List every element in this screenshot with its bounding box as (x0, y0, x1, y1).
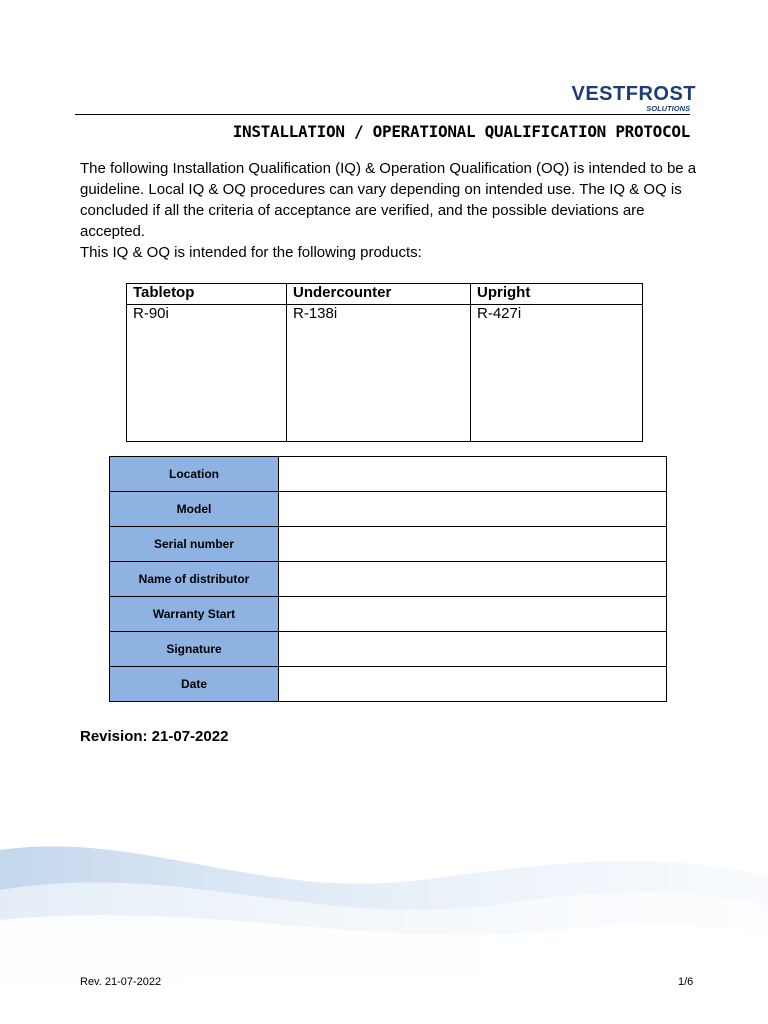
value-tabletop: R-90i (127, 305, 287, 442)
products-header-row (127, 284, 643, 305)
products-table (126, 283, 643, 442)
serial-number-field[interactable] (279, 527, 667, 562)
location-field[interactable] (279, 457, 667, 492)
logo-wordmark: VESTFROST (571, 83, 696, 105)
warranty-start-field[interactable] (279, 597, 667, 632)
table-row (110, 562, 667, 597)
header-rule (75, 114, 690, 115)
warranty-start-label: Warranty Start (110, 597, 279, 632)
model-label: Model (110, 492, 279, 527)
signature-field[interactable] (279, 632, 667, 667)
value-upright: R-427i (471, 305, 643, 442)
date-field[interactable] (279, 667, 667, 702)
date-label: Date (110, 667, 279, 702)
products-value-row (127, 305, 643, 442)
logo-subtext: SOLUTIONS (646, 104, 690, 113)
page-number: 1/6 (678, 976, 694, 988)
serial-number-label: Serial number (110, 527, 279, 562)
intro-text (80, 158, 705, 263)
header-upright: Upright (471, 284, 643, 305)
model-field[interactable] (279, 492, 667, 527)
signature-label: Signature (110, 632, 279, 667)
location-label: Location (110, 457, 279, 492)
installation-info-table (109, 456, 667, 702)
header-tabletop: Tabletop (127, 284, 287, 305)
table-row (110, 527, 667, 562)
decorative-wave (0, 820, 768, 980)
document-title: INSTALLATION / OPERATIONAL QUALIFICATION PROTOCOL (232, 122, 690, 141)
value-undercounter: R-138i (287, 305, 471, 442)
products-intro-line: This IQ & OQ is intended for the following products: (80, 244, 422, 261)
table-row (110, 667, 667, 702)
table-row (110, 492, 667, 527)
distributor-label: Name of distributor (110, 562, 279, 597)
table-row (110, 597, 667, 632)
vestfrost-logo (544, 84, 696, 113)
distributor-field[interactable] (279, 562, 667, 597)
table-row (110, 457, 667, 492)
header-undercounter: Undercounter (287, 284, 471, 305)
table-row (110, 632, 667, 667)
revision-text: Revision: 21-07-2022 (80, 728, 229, 745)
intro-paragraph: The following Installation Qualification (IQ) & Operation Qualification (OQ) is intended to be a guideline. Local IQ & OQ procedures can vary depending on intended use. The IQ & OQ is concluded if all the criteria of acceptance are verified, and the possible deviations are accepted. (80, 160, 697, 240)
footer-revision: Rev. 21-07-2022 (80, 976, 162, 988)
